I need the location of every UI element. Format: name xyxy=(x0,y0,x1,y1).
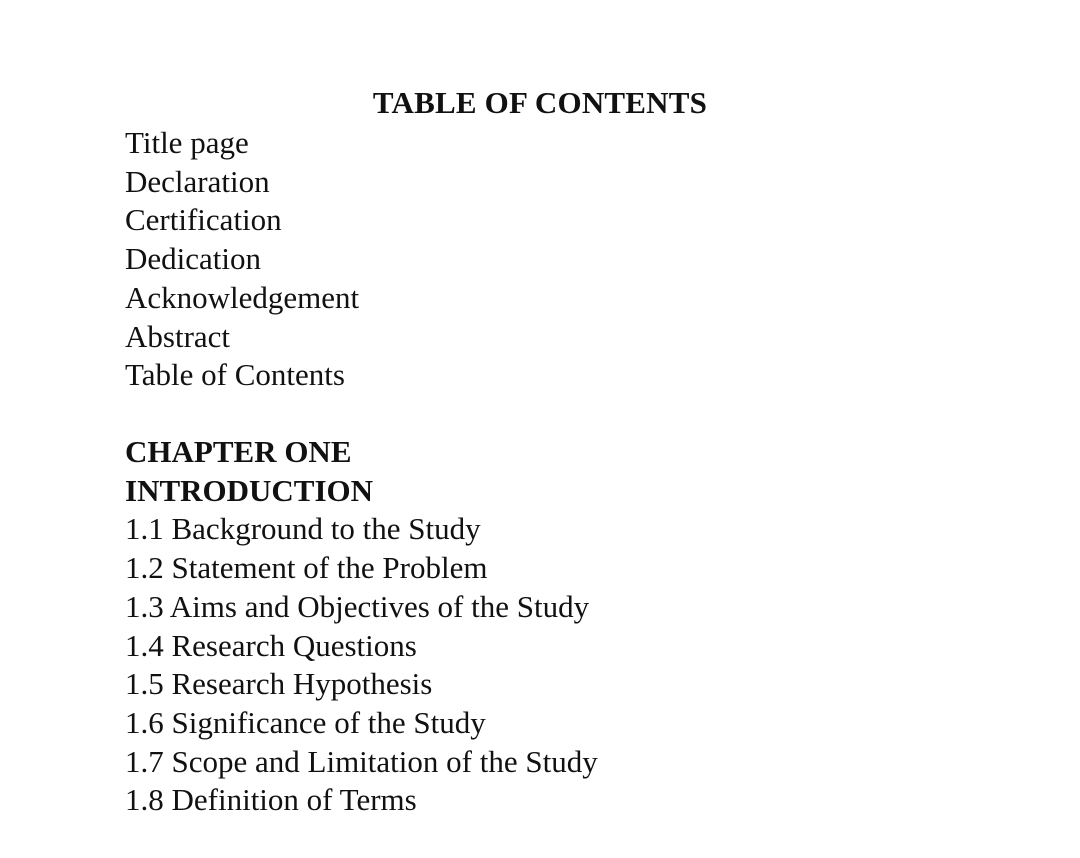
table-of-contents-heading: TABLE OF CONTENTS xyxy=(372,85,708,120)
toc-entry-table-of-contents: Table of Contents xyxy=(125,357,345,393)
section-entry-1-1: 1.1 Background to the Study xyxy=(125,511,481,547)
toc-entry-abstract: Abstract xyxy=(125,318,231,354)
section-entry-1-7: 1.7 Scope and Limitation of the Study xyxy=(125,743,598,779)
section-entry-1-8: 1.8 Definition of Terms xyxy=(125,782,417,818)
section-entry-1-5: 1.5 Research Hypothesis xyxy=(125,666,433,702)
toc-entry-title-page: Title page xyxy=(125,125,249,160)
chapter-title-heading: INTRODUCTION xyxy=(125,472,374,508)
section-entry-1-2: 1.2 Statement of the Problem xyxy=(125,550,488,586)
toc-entry-certification: Certification xyxy=(125,202,282,238)
section-entry-1-4: 1.4 Research Questions xyxy=(125,627,417,663)
chapter-number-heading: CHAPTER ONE xyxy=(125,434,352,469)
toc-entry-acknowledgement: Acknowledgement xyxy=(125,279,360,315)
front-matter-list xyxy=(125,124,359,395)
toc-entry-dedication: Dedication xyxy=(125,241,262,277)
toc-entry-declaration: Declaration xyxy=(125,163,270,199)
chapter-one-list xyxy=(125,433,598,820)
section-entry-1-3: 1.3 Aims and Objectives of the Study xyxy=(125,588,590,624)
section-entry-1-6: 1.6 Significance of the Study xyxy=(125,704,486,740)
